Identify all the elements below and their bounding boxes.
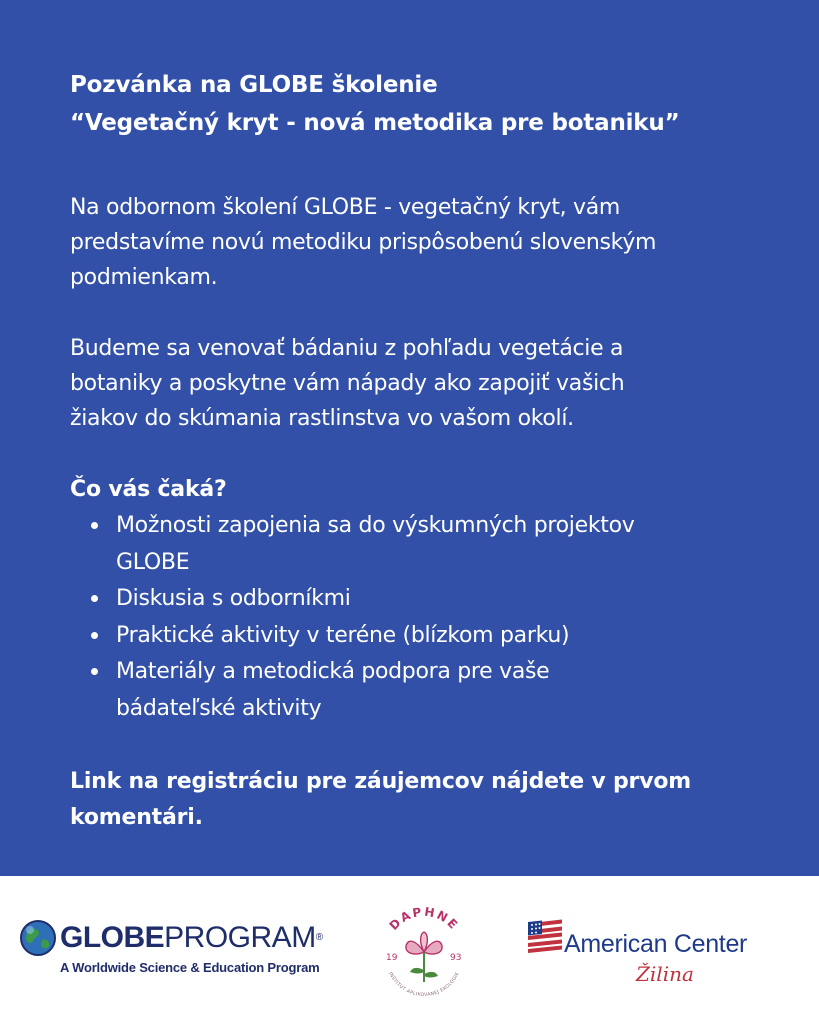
paragraph-line: Budeme sa venovať bádaniu z pohľadu vegetácie a <box>70 336 624 361</box>
list-item-line: bádateľské aktivity <box>116 695 322 721</box>
list-item-line: Možnosti zapojenia sa do výskumných projektov <box>116 513 635 538</box>
invitation-title <box>70 66 770 142</box>
list-item <box>116 508 770 581</box>
paragraph-line: žiakov do skúmania rastlinstva vo vašom okolí. <box>70 406 574 431</box>
globe-tagline: A Worldwide Science & Education Program <box>60 960 320 975</box>
globe-word-bold: GLOBE <box>60 921 165 954</box>
globe-wordmark <box>60 918 323 958</box>
focus-paragraph <box>70 331 770 436</box>
daphne-ring-text: INŠTITÚT APLIKOVANEJ EKOLÓGIE <box>387 971 461 999</box>
american-center-city: Žilina <box>636 962 694 986</box>
list-item-line: Materiály a metodická podpora pre vaše <box>116 659 550 684</box>
daphne-logo <box>372 896 476 1008</box>
intro-paragraph <box>70 190 770 295</box>
paragraph-line: predstavíme novú metodiku prispôsobenú slovenským <box>70 230 657 255</box>
registration-note-line: Link na registráciu pre záujemcov nájdete v prvom <box>70 769 691 794</box>
paragraph-line: Na odbornom školení GLOBE - vegetačný kryt, vám <box>70 195 621 220</box>
paragraph-line: podmienkam. <box>70 265 218 290</box>
list-item-line: Diskusia s odborníkmi <box>116 586 351 611</box>
globe-program-logo <box>18 918 323 975</box>
agenda-list <box>70 508 770 727</box>
globe-word-thin: PROGRAM <box>164 921 316 954</box>
section-heading: Čo vás čaká? <box>70 477 227 502</box>
paragraph-line: botaniky a poskytne vám nápady ako zapojiť vašich <box>70 371 625 396</box>
daphne-name: DAPHNE <box>386 904 462 933</box>
list-item <box>116 581 770 618</box>
list-item <box>116 618 770 655</box>
registration-note <box>70 764 770 836</box>
american-center-logo <box>524 916 784 996</box>
list-item-line: GLOBE <box>116 549 190 575</box>
american-center-name: American Center <box>564 930 748 958</box>
invitation-content <box>70 66 770 836</box>
globe-icon <box>18 918 58 958</box>
partner-logos <box>0 876 819 1024</box>
daphne-year-left: 19 <box>386 953 398 963</box>
title-line: “Vegetačný kryt - nová metodika pre botaniku” <box>70 110 680 136</box>
title-line: Pozvánka na GLOBE školenie <box>70 72 438 98</box>
list-item-line: Praktické aktivity v teréne (blízkom parku) <box>116 622 570 648</box>
registration-note-line: komentári. <box>70 805 203 830</box>
list-item <box>116 654 770 727</box>
us-flag-icon <box>524 916 566 956</box>
daphne-year-right: 93 <box>450 953 462 963</box>
flower-icon <box>406 932 442 982</box>
registered-mark: ® <box>315 932 323 943</box>
